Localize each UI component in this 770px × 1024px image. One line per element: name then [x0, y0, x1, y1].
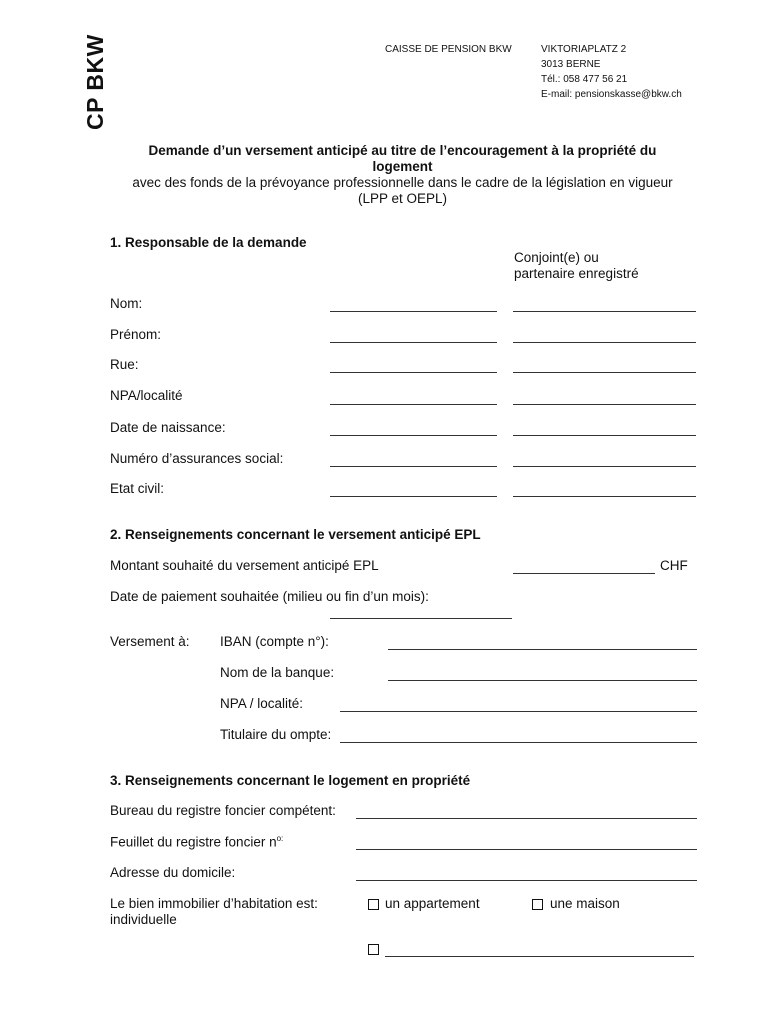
- form-subtitle-line2: (LPP et OEPL): [357, 191, 448, 206]
- spouse-social-security-field[interactable]: [513, 466, 696, 467]
- account-holder-label: Titulaire du ompte:: [220, 727, 332, 742]
- spouse-birthdate-field[interactable]: [513, 435, 696, 436]
- org-phone: Tél.: 058 477 56 21: [541, 74, 628, 85]
- registry-sheet-label-sup: o:: [276, 834, 284, 843]
- name-field[interactable]: [330, 311, 497, 312]
- bank-name-field[interactable]: [388, 680, 697, 681]
- org-address-street: VIKTORIAPLATZ 2: [541, 44, 627, 55]
- payment-date-label: Date de paiement souhaitée (milieu ou fin d’un mois):: [110, 589, 429, 604]
- spouse-civil-status-field[interactable]: [513, 496, 696, 497]
- home-address-field[interactable]: [356, 880, 697, 881]
- form-subtitle-line1: avec des fonds de la prévoyance professionnelle dans le cadre de la législation en vigueur: [132, 175, 673, 190]
- spouse-zip-city-field[interactable]: [513, 404, 696, 405]
- land-registry-field[interactable]: [356, 818, 697, 819]
- bank-zip-city-field[interactable]: [340, 711, 697, 712]
- spouse-column-header-2: partenaire enregistré: [514, 266, 639, 281]
- section1-heading: 1. Responsable de la demande: [110, 235, 307, 250]
- civil-status-field[interactable]: [330, 496, 497, 497]
- social-security-field[interactable]: [330, 466, 497, 467]
- social-security-label: Numéro d’assurances social:: [110, 451, 284, 466]
- birthdate-field[interactable]: [330, 435, 497, 436]
- iban-field[interactable]: [388, 649, 697, 650]
- payment-to-label: Versement à:: [110, 634, 190, 649]
- land-registry-label: Bureau du registre foncier compétent:: [110, 803, 336, 818]
- org-address-city: 3013 BERNE: [541, 59, 601, 70]
- registry-sheet-label: [110, 834, 283, 850]
- account-holder-field[interactable]: [340, 742, 697, 743]
- other-property-field[interactable]: [385, 956, 694, 957]
- spouse-street-field[interactable]: [513, 372, 696, 373]
- birthdate-label: Date de naissance:: [110, 420, 226, 435]
- registry-sheet-field[interactable]: [356, 849, 697, 850]
- section2-heading: 2. Renseignements concernant le versement anticipé EPL: [110, 527, 481, 542]
- org-email: E-mail: pensionskasse@bkw.ch: [541, 89, 682, 100]
- spouse-column-header-1: Conjoint(e) ou: [514, 250, 599, 265]
- apartment-option-label: un appartement: [385, 896, 480, 911]
- apartment-checkbox[interactable]: [368, 899, 379, 910]
- zip-city-label: NPA/localité: [110, 388, 183, 403]
- street-label: Rue:: [110, 357, 139, 372]
- other-property-checkbox[interactable]: [368, 944, 379, 955]
- org-name: CAISSE DE PENSION BKW: [385, 44, 512, 55]
- civil-status-label: Etat civil:: [110, 481, 165, 496]
- amount-label: Montant souhaité du versement anticipé EPL: [110, 558, 379, 573]
- form-title-line1: Demande d’un versement anticipé au titre de l’encouragement à la propriété du: [148, 143, 657, 158]
- amount-field[interactable]: [513, 573, 655, 574]
- house-checkbox[interactable]: [532, 899, 543, 910]
- house-option-label: une maison: [550, 896, 620, 911]
- zip-city-field[interactable]: [330, 404, 497, 405]
- registry-sheet-label-text: Feuillet du registre foncier n: [110, 834, 277, 850]
- bank-zip-city-label: NPA / localité:: [220, 696, 304, 711]
- currency-label: CHF: [660, 558, 688, 573]
- firstname-label: Prénom:: [110, 327, 162, 342]
- street-field[interactable]: [330, 372, 497, 373]
- name-label: Nom:: [110, 296, 143, 311]
- form-title-line2: logement: [372, 159, 433, 174]
- property-type-label-2: individuelle: [110, 912, 177, 927]
- payment-date-field[interactable]: [330, 618, 512, 619]
- property-type-label-1: Le bien immobilier d’habitation est:: [110, 896, 318, 911]
- logo: CP BKW: [82, 34, 108, 130]
- iban-label: IBAN (compte n°):: [220, 634, 329, 649]
- home-address-label: Adresse du domicile:: [110, 865, 236, 880]
- bank-name-label: Nom de la banque:: [220, 665, 335, 680]
- firstname-field[interactable]: [330, 342, 497, 343]
- section3-heading: 3. Renseignements concernant le logement en propriété: [110, 773, 471, 788]
- spouse-firstname-field[interactable]: [513, 342, 696, 343]
- spouse-name-field[interactable]: [513, 311, 696, 312]
